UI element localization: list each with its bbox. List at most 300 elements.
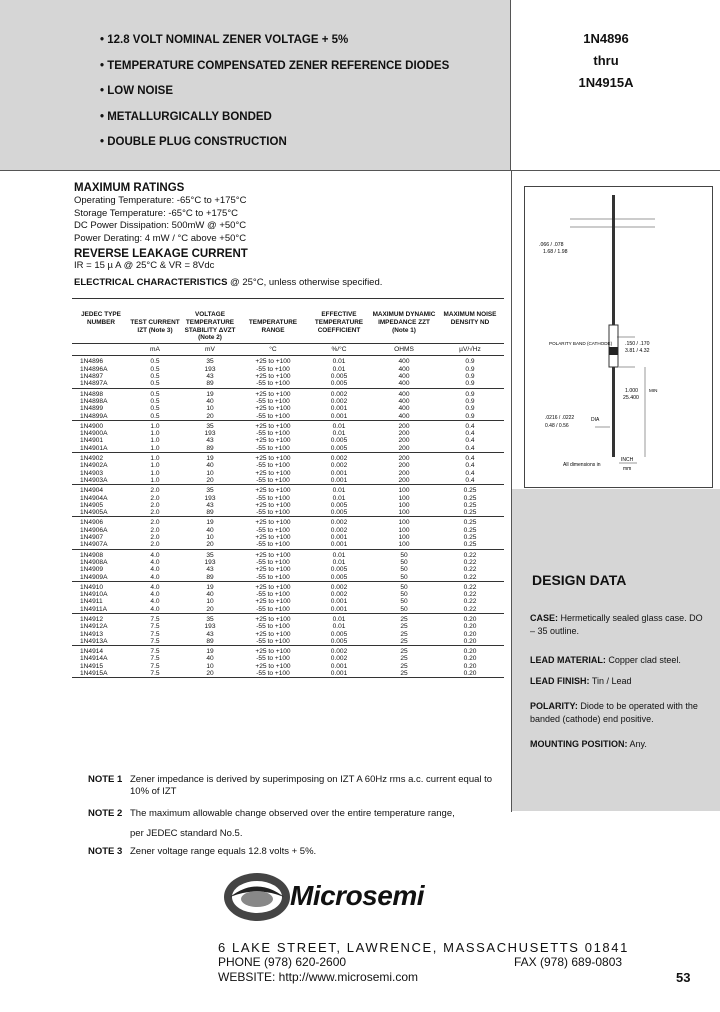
table-cell: +25 to +100 [255, 405, 291, 413]
table-cell: 25 [400, 623, 408, 631]
table-cell: 2.0 [150, 534, 160, 542]
rating-line: DC Power Dissipation: 500mW @ +50°C [74, 220, 247, 231]
table-cell: 0.25 [463, 519, 477, 527]
table-cell: 0.01 [332, 551, 346, 559]
table-cell: 0.4 [465, 430, 475, 438]
notes [88, 774, 498, 864]
design-data-title: DESIGN DATA [532, 572, 627, 588]
table-cell: 0.005 [330, 373, 348, 381]
table-cell: 7.5 [150, 655, 160, 663]
table-cell: 1N4910 [80, 583, 104, 591]
table-cell: 50 [400, 583, 408, 591]
table-cell: 100 [398, 541, 410, 549]
table-cell: 0.9 [465, 405, 475, 413]
table-cell: 0.002 [330, 390, 348, 398]
table-cell: 10 [206, 662, 214, 670]
note-label: NOTE 1 [88, 774, 123, 785]
table-cell: 1N4901 [80, 437, 104, 445]
table-cell: 1N4911A [80, 605, 108, 613]
table-row [72, 462, 504, 469]
note [88, 774, 498, 808]
table-cell: 0.001 [330, 662, 348, 670]
table-cell: 0.4 [465, 455, 475, 463]
table-cell: 19 [206, 583, 214, 591]
table-cell: 0.5 [150, 390, 160, 398]
table-cell: -55 to +100 [256, 365, 290, 373]
table-group [72, 356, 504, 388]
table-cell: 1N4898A [80, 397, 108, 405]
table-cell: 1N4906 [80, 519, 104, 527]
elec-title-bold: ELECTRICAL CHARACTERISTICS [74, 276, 228, 288]
dim-lead-top: .066 / .078 [539, 242, 564, 248]
table-row [72, 591, 504, 598]
table-cell: 0.25 [463, 534, 477, 542]
dim-length-label: MIN [649, 388, 658, 393]
table-cell: 0.25 [463, 541, 477, 549]
table-cell: 0.20 [463, 648, 477, 656]
table-cell: 1N4915 [80, 662, 104, 670]
table-cell: 1N4914A [80, 655, 108, 663]
table-row [72, 373, 504, 380]
table-cell: 0.4 [465, 469, 475, 477]
rating-line: Storage Temperature: -65°C to +175°C [74, 207, 239, 219]
col-header: VOLTAGE TEMPERATURE STABILITY ΔVZT (Note 2) [184, 311, 236, 342]
table-cell: +25 to +100 [255, 390, 291, 398]
top-lead [612, 195, 615, 325]
table-cell: 100 [398, 526, 410, 534]
max-ratings-title: MAXIMUM RATINGS [74, 182, 185, 194]
table-row [72, 517, 504, 527]
table-cell: 35 [206, 615, 214, 623]
table-cell: 43 [206, 501, 214, 509]
unit-cell [72, 344, 130, 356]
microsemi-logo-icon [222, 868, 292, 926]
table-cell: 1.0 [150, 455, 160, 463]
table-cell: 19 [206, 519, 214, 527]
dia-label: DIA [591, 417, 600, 423]
table-row [72, 598, 504, 605]
table-cell: 0.002 [330, 648, 348, 656]
table-cell: 40 [206, 397, 214, 405]
table-cell: 43 [206, 437, 214, 445]
table-group [72, 549, 504, 581]
table-cell: 0.002 [330, 455, 348, 463]
col-header: JEDEC TYPE NUMBER [81, 311, 121, 326]
note-text: The maximum allowable change observed over the entire temperature range, [130, 808, 455, 819]
table-cell: 10 [206, 534, 214, 542]
table-cell: 0.01 [332, 623, 346, 631]
table-cell: -55 to +100 [256, 637, 290, 645]
design-label: POLARITY: [530, 701, 578, 711]
dim-length: 1.000 [625, 388, 638, 394]
table-cell: 0.22 [463, 573, 477, 581]
table-cell: 1N4904 [80, 487, 104, 495]
part-thru: thru [593, 53, 619, 68]
table-cell: +25 to +100 [255, 648, 291, 656]
table-cell: 1N4914 [80, 648, 104, 656]
design-text: Copper clad steel. [608, 655, 681, 665]
table-cell: 0.005 [330, 437, 348, 445]
note-text: Zener impedance is derived by superimposing on IZT A 60Hz rms a.c. current equal to 10% of IZT [130, 774, 493, 797]
table-cell: 1N4912A [80, 623, 108, 631]
table-cell: 89 [206, 637, 214, 645]
table-cell: 1N4899 [80, 405, 104, 413]
polarity-band [609, 347, 618, 355]
table-cell: 0.01 [332, 365, 346, 373]
feature-item: • TEMPERATURE COMPENSATED ZENER REFERENCE DIODES [100, 59, 450, 72]
table-cell: 4.0 [150, 591, 160, 599]
table-cell: +25 to +100 [255, 551, 291, 559]
phone: PHONE (978) 620-2600 [218, 955, 347, 969]
note-text: per JEDEC standard No.5. [130, 828, 243, 839]
table-cell: 400 [398, 412, 410, 420]
part-number-range [511, 28, 701, 94]
table-cell: 0.4 [465, 476, 475, 484]
inch-label: INCH [621, 457, 634, 463]
table-cell: 0.22 [463, 583, 477, 591]
table-row [72, 366, 504, 373]
table-cell: 4.0 [150, 598, 160, 606]
table-cell: 1N4906A [80, 526, 108, 534]
table-row [72, 566, 504, 573]
table-cell: 0.002 [330, 591, 348, 599]
table-cell: 40 [206, 591, 214, 599]
table-cell: 0.002 [330, 462, 348, 470]
table-cell: 1N4911 [80, 598, 103, 606]
table-cell: 0.9 [465, 365, 475, 373]
table-cell: 2.0 [150, 494, 160, 502]
design-label: LEAD FINISH: [530, 676, 590, 686]
table-cell: 89 [206, 380, 214, 388]
table-cell: +25 to +100 [255, 455, 291, 463]
design-item [530, 700, 705, 725]
table-row [72, 663, 504, 670]
rating-line: Operating Temperature: -65°C to +175°C [74, 195, 247, 206]
table-row [72, 606, 504, 614]
table-cell: 25 [400, 670, 408, 678]
table-cell: 25 [400, 655, 408, 663]
table-cell: 193 [204, 365, 216, 373]
brand-name: Microsemi [290, 880, 424, 911]
table-cell: 0.25 [463, 501, 477, 509]
table-cell: 50 [400, 566, 408, 574]
table-cell: 0.002 [330, 397, 348, 405]
dim-length-mm: 25.400 [623, 395, 639, 401]
unit-cell: OHMS [394, 346, 414, 354]
table-cell: 7.5 [150, 615, 160, 623]
table-cell: 43 [206, 373, 214, 381]
table-cell: +25 to +100 [255, 566, 291, 574]
fax: FAX (978) 689-0803 [514, 955, 623, 969]
dim-wire: .0216 / .0222 [545, 415, 575, 421]
table-cell: 200 [398, 437, 410, 445]
table-cell: 20 [206, 605, 214, 613]
table-row [72, 398, 504, 405]
elec-table [72, 298, 504, 678]
table-cell: 19 [206, 455, 214, 463]
mm-label: mm [623, 466, 632, 472]
leakage-title: REVERSE LEAKAGE CURRENT [74, 248, 248, 260]
table-cell: 1N4900 [80, 422, 104, 430]
table-cell: -55 to +100 [256, 605, 290, 613]
table-cell: 0.22 [463, 558, 477, 566]
table-cell: 1N4899A [80, 412, 108, 420]
table-group [72, 420, 504, 452]
table-row [72, 420, 504, 430]
table-row [72, 356, 504, 366]
table-cell: 19 [206, 390, 214, 398]
table-cell: -55 to +100 [256, 462, 290, 470]
table-cell: 25 [400, 637, 408, 645]
table-cell: 35 [206, 422, 214, 430]
table-row [72, 541, 504, 549]
table-cell: 0.25 [463, 509, 477, 517]
rating-line: Power Derating: 4 mW / °C above +50°C [74, 232, 247, 244]
elec-title-rest: @ 25°C, unless otherwise specified. [227, 276, 383, 288]
table-cell: 7.5 [150, 670, 160, 678]
table-cell: 0.002 [330, 583, 348, 591]
table-cell: -55 to +100 [256, 591, 290, 599]
table-cell: 89 [206, 573, 214, 581]
table-cell: -55 to +100 [256, 476, 290, 484]
table-cell: 1N4913A [80, 637, 108, 645]
table-row [72, 623, 504, 630]
table-cell: +25 to +100 [255, 615, 291, 623]
table-cell: 0.001 [330, 670, 348, 678]
table-cell: 0.25 [463, 526, 477, 534]
all-dims-label: All dimensions in [563, 462, 601, 468]
table-cell: 0.005 [330, 444, 348, 452]
table-cell: 400 [398, 358, 410, 366]
table-row [72, 495, 504, 502]
max-ratings [74, 182, 382, 289]
table-cell: 0.005 [330, 501, 348, 509]
address: 6 LAKE STREET, LAWRENCE, MASSACHUSETTS 01841 [218, 940, 629, 955]
table-row [72, 581, 504, 591]
table-cell: 40 [206, 655, 214, 663]
feature-item: • 12.8 VOLT NOMINAL ZENER VOLTAGE + 5% [100, 34, 349, 46]
table-cell: +25 to +100 [255, 662, 291, 670]
table-cell: -55 to +100 [256, 380, 290, 388]
table-cell: 400 [398, 365, 410, 373]
table-cell: 4.0 [150, 558, 160, 566]
table-row [72, 453, 504, 463]
dim-lead-top-mm: 1.68 / 1.98 [543, 249, 568, 255]
table-cell: 7.5 [150, 648, 160, 656]
table-cell: 193 [204, 558, 216, 566]
table-row [72, 613, 504, 623]
footer-contact [218, 940, 658, 985]
table-cell: 0.001 [330, 469, 348, 477]
design-label: CASE: [530, 613, 559, 623]
table-cell: 1.0 [150, 430, 160, 438]
table-cell: +25 to +100 [255, 583, 291, 591]
table-cell: 40 [206, 462, 214, 470]
design-label: LEAD MATERIAL: [530, 655, 606, 665]
table-cell: 0.22 [463, 605, 477, 613]
table-cell: 0.01 [332, 487, 346, 495]
table-row [72, 477, 504, 485]
table-cell: 0.5 [150, 397, 160, 405]
leakage-line: IR = 15 µ A @ 25°C & VR = 8Vdc [74, 260, 215, 271]
table-cell: 1N4912 [80, 615, 104, 623]
table-cell: 0.20 [463, 662, 477, 670]
table-cell: 89 [206, 444, 214, 452]
table-cell: 20 [206, 670, 214, 678]
table-cell: 100 [398, 519, 410, 527]
table-cell: 1N4905A [80, 509, 108, 517]
table-row [72, 549, 504, 559]
table-cell: 25 [400, 615, 408, 623]
dim-body: .150 / .170 [625, 341, 650, 347]
table-cell: 20 [206, 476, 214, 484]
table-cell: +25 to +100 [255, 519, 291, 527]
design-data-panel [512, 489, 720, 811]
table-cell: +25 to +100 [255, 501, 291, 509]
table-row [72, 380, 504, 388]
table-row [72, 445, 504, 453]
table-cell: -55 to +100 [256, 573, 290, 581]
table-cell: 7.5 [150, 630, 160, 638]
table-cell: +25 to +100 [255, 437, 291, 445]
table-cell: 43 [206, 630, 214, 638]
table-cell: 1N4907 [80, 534, 104, 542]
table-cell: 0.4 [465, 444, 475, 452]
table-cell: 1N4903A [80, 476, 108, 484]
design-text: Hermetically sealed glass case. DO – 35 outline. [530, 613, 703, 636]
table-cell: 0.20 [463, 630, 477, 638]
table-cell: 1N4898 [80, 390, 104, 398]
table-cell: 400 [398, 405, 410, 413]
table-cell: 1N4900A [80, 430, 108, 438]
table-cell: 400 [398, 390, 410, 398]
table-group [72, 646, 504, 678]
table-row [72, 430, 504, 437]
table-cell: -55 to +100 [256, 412, 290, 420]
table-cell: 50 [400, 591, 408, 599]
table-group [72, 517, 504, 549]
table-row [72, 405, 504, 412]
table-row [72, 437, 504, 444]
note-label: NOTE 3 [88, 846, 123, 857]
table-cell: 1N4915A [80, 670, 108, 678]
design-item [530, 612, 705, 637]
table-cell: 0.01 [332, 615, 346, 623]
table-cell: 0.5 [150, 412, 160, 420]
table-cell: 1N4910A [80, 591, 108, 599]
design-item [530, 654, 705, 667]
table-cell: 0.01 [332, 430, 346, 438]
table-cell: -55 to +100 [256, 397, 290, 405]
table-cell: 100 [398, 501, 410, 509]
table-row [72, 388, 504, 398]
table-cell: 1N4897A [80, 380, 108, 388]
table-cell: 1.0 [150, 444, 160, 452]
col-header: TEST CURRENT IZT (Note 3) [130, 319, 180, 334]
feature-item: • METALLURGICALLY BONDED [100, 110, 272, 123]
table-cell: 1N4897 [80, 373, 104, 381]
design-text: Tin / Lead [591, 676, 632, 686]
table-cell: +25 to +100 [255, 422, 291, 430]
table-cell: 0.9 [465, 358, 475, 366]
table-cell: 0.25 [463, 494, 477, 502]
table-cell: 1N4913 [80, 630, 104, 638]
table-cell: 200 [398, 462, 410, 470]
diode-body [609, 325, 618, 367]
table-cell: 4.0 [150, 551, 160, 559]
table-cell: -55 to +100 [256, 655, 290, 663]
diode-outline-drawing [525, 187, 710, 485]
table-cell: 4.0 [150, 573, 160, 581]
table-row [72, 485, 504, 495]
table-cell: 200 [398, 469, 410, 477]
table-cell: 1N4896 [80, 358, 104, 366]
table-cell: 0.01 [332, 422, 346, 430]
table-cell: 4.0 [150, 566, 160, 574]
table-cell: 0.22 [463, 551, 477, 559]
table-cell: 1N4901A [80, 444, 108, 452]
table-cell: 0.005 [330, 380, 348, 388]
unit-cell: %/°C [331, 346, 347, 354]
note-label: NOTE 2 [88, 808, 123, 819]
table-cell: 1.0 [150, 437, 160, 445]
table-cell: 0.01 [332, 358, 346, 366]
table-cell: 0.005 [330, 630, 348, 638]
table-cell: 200 [398, 422, 410, 430]
table-cell: +25 to +100 [255, 534, 291, 542]
table-cell: 100 [398, 487, 410, 495]
table-cell: 0.001 [330, 412, 348, 420]
table-cell: 35 [206, 358, 214, 366]
table-cell: -55 to +100 [256, 623, 290, 631]
table-cell: 0.20 [463, 623, 477, 631]
unit-cell: µV/√Hz [459, 346, 481, 354]
col-header: MAXIMUM DYNAMIC IMPEDANCE ZZT (Note 1) [372, 311, 436, 334]
unit-cell: mV [205, 346, 215, 354]
feature-item: • DOUBLE PLUG CONSTRUCTION [100, 136, 287, 148]
table-cell: 50 [400, 573, 408, 581]
table-cell: 40 [206, 526, 214, 534]
design-item [530, 738, 705, 751]
design-label: MOUNTING POSITION: [530, 739, 628, 749]
table-cell: +25 to +100 [255, 358, 291, 366]
table-cell: 1N4909A [80, 573, 108, 581]
table-cell: 35 [206, 487, 214, 495]
table-cell: 1.0 [150, 462, 160, 470]
table-row [72, 534, 504, 541]
col-header: TEMPERATURE RANGE [248, 319, 298, 334]
table-cell: 2.0 [150, 541, 160, 549]
table-cell: +25 to +100 [255, 373, 291, 381]
website: WEBSITE: http://www.microsemi.com [218, 970, 419, 984]
table-cell: +25 to +100 [255, 469, 291, 477]
table-cell: 7.5 [150, 637, 160, 645]
table-cell: 1N4902A [80, 462, 108, 470]
table-cell: 200 [398, 455, 410, 463]
table-cell: 2.0 [150, 519, 160, 527]
table-cell: 0.002 [330, 519, 348, 527]
table-cell: 0.20 [463, 655, 477, 663]
table-cell: 2.0 [150, 509, 160, 517]
table-cell: 0.001 [330, 405, 348, 413]
table-cell: 20 [206, 412, 214, 420]
table-cell: 50 [400, 558, 408, 566]
table-cell: -55 to +100 [256, 430, 290, 438]
table-cell: 1N4908 [80, 551, 104, 559]
table-cell: 50 [400, 551, 408, 559]
table-cell: 4.0 [150, 605, 160, 613]
table-cell: 0.005 [330, 573, 348, 581]
